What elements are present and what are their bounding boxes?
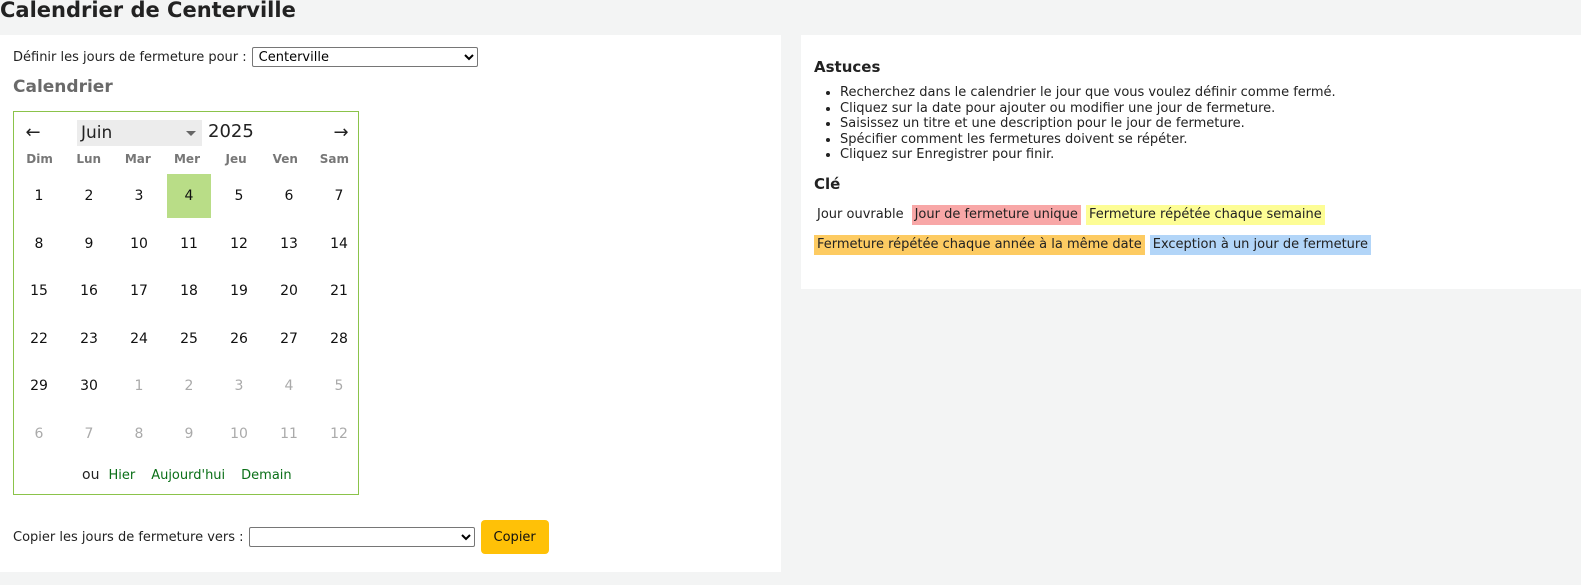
- tip-item: • Spécifier comment les fermetures doivent se répéter.: [840, 132, 1336, 148]
- yesterday-link[interactable]: Hier: [108, 467, 136, 483]
- calendar-day[interactable]: 30: [80, 378, 98, 394]
- key-heading: Clé: [814, 175, 841, 193]
- days-grid: [14, 173, 360, 458]
- tip-item: • Recherchez dans le calendrier le jour que vous voulez définir comme fermé.: [840, 85, 1336, 101]
- today-link[interactable]: Aujourd'hui: [151, 467, 226, 483]
- calendar-nav: [14, 120, 360, 148]
- calendar-heading: Calendrier: [13, 77, 113, 97]
- calendar-day[interactable]: 20: [280, 283, 298, 299]
- calendar-day[interactable]: 3: [234, 378, 244, 394]
- calendar-day[interactable]: 3: [134, 188, 144, 204]
- calendar-day[interactable]: 9: [184, 425, 194, 442]
- page-title: Calendrier de Centerville: [0, 0, 296, 22]
- key-row: [814, 205, 1330, 225]
- calendar-day[interactable]: 29: [30, 378, 48, 394]
- key-unique-closure: Jour de fermeture unique: [912, 205, 1081, 225]
- calendar-day[interactable]: 28: [330, 330, 348, 347]
- weekday-label: Mar: [124, 152, 151, 166]
- calendar-day[interactable]: 2: [184, 378, 194, 394]
- calendar-day[interactable]: 10: [130, 235, 148, 252]
- copy-label: Copier les jours de fermeture vers :: [13, 529, 244, 545]
- key-working-day: Jour ouvrable: [814, 205, 907, 225]
- calendar-day[interactable]: 18: [180, 283, 198, 299]
- month-select[interactable]: [77, 120, 202, 146]
- weekday-label: Ven: [272, 152, 298, 166]
- calendar-day[interactable]: 12: [230, 235, 248, 252]
- copy-row: [13, 520, 549, 554]
- tips-list: [814, 85, 1336, 163]
- calendar-day[interactable]: 23: [80, 330, 98, 347]
- month-label: Juin: [81, 123, 113, 143]
- calendar-day[interactable]: 1: [34, 188, 44, 204]
- weekday-label: Sam: [319, 152, 350, 166]
- calendar-day[interactable]: 4: [284, 378, 294, 394]
- arrow-left-icon[interactable]: ←: [25, 122, 41, 143]
- calendar-day[interactable]: 6: [284, 188, 294, 204]
- calendar-day[interactable]: 15: [30, 283, 48, 299]
- calendar-day[interactable]: 7: [334, 188, 344, 204]
- calendar-panel: [0, 35, 781, 572]
- calendar-day[interactable]: 7: [84, 425, 94, 442]
- key-row: [814, 235, 1376, 255]
- year-input[interactable]: 2025: [208, 121, 254, 142]
- branch-label: Définir les jours de fermeture pour :: [13, 49, 247, 65]
- calendar-day[interactable]: 6: [34, 425, 44, 442]
- calendar-day[interactable]: 24: [130, 330, 148, 347]
- calendar-day[interactable]: 11: [180, 235, 198, 252]
- weekday-label: Mer: [173, 152, 200, 166]
- calendar-day-selected[interactable]: 4: [167, 174, 211, 218]
- calendar-day[interactable]: 10: [230, 425, 248, 442]
- calendar-footer: [14, 467, 360, 483]
- calendar-day[interactable]: 21: [330, 283, 348, 299]
- calendar-day[interactable]: 9: [84, 235, 94, 252]
- calendar-day[interactable]: 1: [134, 378, 144, 394]
- calendar-day[interactable]: 11: [280, 425, 298, 442]
- key-closure-exception: Exception à un jour de fermeture: [1150, 235, 1371, 255]
- tomorrow-link[interactable]: Demain: [241, 467, 292, 483]
- calendar-widget: [13, 111, 359, 495]
- tip-item: • Cliquez sur la date pour ajouter ou modifier une jour de fermeture.: [840, 101, 1336, 117]
- tip-item: • Saisissez un titre et une description pour le jour de fermeture.: [840, 116, 1336, 132]
- key-weekly-closure: Fermeture répétée chaque semaine: [1086, 205, 1325, 225]
- calendar-day[interactable]: 26: [230, 330, 248, 347]
- weekday-label: Lun: [76, 152, 102, 166]
- calendar-day[interactable]: 14: [330, 235, 348, 252]
- weekday-label: Dim: [26, 152, 53, 166]
- help-panel: [801, 35, 1581, 289]
- calendar-day[interactable]: 19: [230, 283, 248, 299]
- calendar-day[interactable]: 8: [34, 235, 44, 252]
- branch-row: [13, 47, 478, 67]
- copy-button[interactable]: Copier: [481, 520, 549, 554]
- calendar-day[interactable]: 12: [330, 425, 348, 442]
- calendar-day[interactable]: 5: [334, 378, 344, 394]
- calendar-day[interactable]: 2: [84, 188, 94, 204]
- chevron-down-icon: [186, 131, 196, 136]
- calendar-day[interactable]: 22: [30, 330, 48, 347]
- key-yearly-closure: Fermeture répétée chaque année à la même date: [814, 235, 1145, 255]
- calendar-day[interactable]: 16: [80, 283, 98, 299]
- or-label: ou: [82, 467, 100, 483]
- calendar-day[interactable]: 17: [130, 283, 148, 299]
- calendar-day[interactable]: 25: [180, 330, 198, 347]
- weekday-label: Jeu: [225, 152, 247, 166]
- calendar-day[interactable]: 27: [280, 330, 298, 347]
- arrow-right-icon[interactable]: →: [333, 122, 349, 143]
- calendar-day[interactable]: 5: [234, 188, 244, 204]
- tips-heading: Astuces: [814, 58, 881, 76]
- weekday-header: [14, 152, 360, 166]
- copy-branch-select[interactable]: [249, 527, 475, 547]
- calendar-day[interactable]: 8: [134, 425, 144, 442]
- tip-item: • Cliquez sur Enregistrer pour finir.: [840, 147, 1336, 163]
- calendar-day[interactable]: 13: [280, 235, 298, 252]
- branch-select[interactable]: [252, 47, 478, 67]
